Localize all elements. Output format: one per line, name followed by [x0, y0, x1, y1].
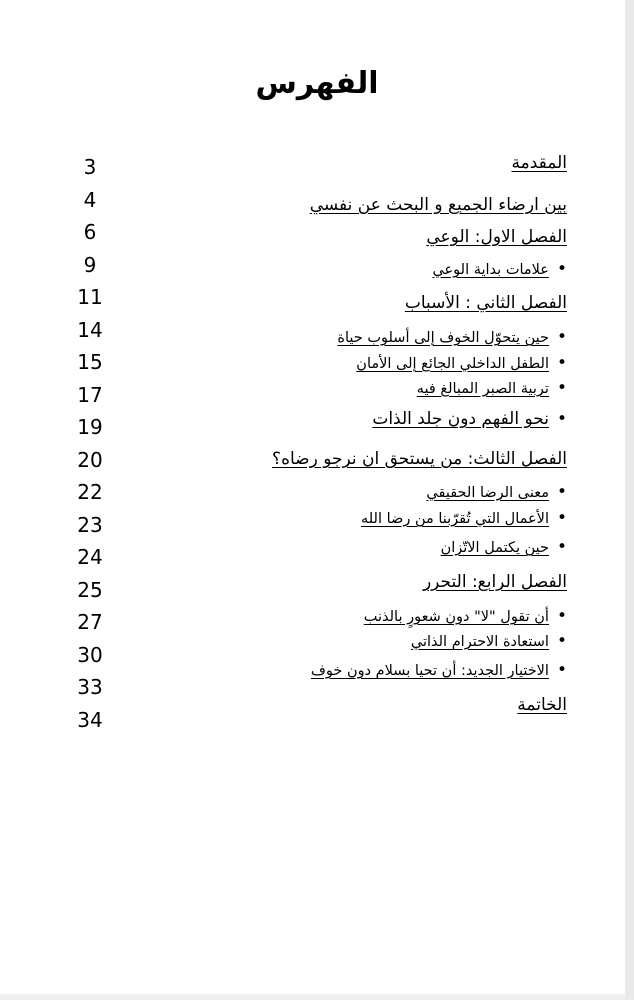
toc-entry-pleasing-everyone[interactable]: بين ارضاء الجميع و البحث عن نفسي [309, 195, 567, 215]
toc-entry-true-satisfaction[interactable]: • معنى الرضا الحقيقي [426, 482, 567, 502]
toc-page-number: 20 [77, 448, 103, 472]
toc-page-number: 9 [83, 253, 97, 277]
toc-entry-self-respect[interactable]: • استعادة الاحترام الذاتي [411, 631, 567, 651]
toc-page-number: 22 [77, 480, 103, 504]
toc-entry-say-no[interactable]: • أن تقول "لا" دون شعورٍ بالذنب [364, 606, 567, 626]
toc-page-number: 33 [77, 675, 103, 699]
toc-page-number: 24 [77, 545, 103, 569]
toc-page-number: 4 [83, 188, 97, 212]
page-edge [625, 0, 634, 1000]
toc-entry-awareness-signs[interactable]: • علامات بداية الوعي [432, 259, 567, 279]
toc-entry-conclusion[interactable]: الخاتمة [517, 695, 567, 715]
toc-page-number: 17 [77, 383, 103, 407]
toc-page-number: 34 [77, 708, 103, 732]
toc-entry-introduction[interactable]: المقدمة [511, 153, 567, 173]
toc-page-number: 30 [77, 643, 103, 667]
toc-entry-chapter-1[interactable]: الفصل الاول: الوعي [426, 227, 567, 247]
toc-page-number: 3 [83, 155, 97, 179]
toc-page-number: 15 [77, 350, 103, 374]
toc-entry-chapter-4[interactable]: الفصل الرابع: التحرر [422, 572, 567, 592]
toc-entry-chapter-3[interactable]: الفصل الثالث: من يستحق ان نرجو رضاه؟ [272, 449, 567, 469]
toc-page-number: 11 [77, 285, 103, 309]
toc-entry-deeds[interactable]: • الأعمال التي تُقرّبنا من رضا الله [361, 508, 567, 528]
toc-entry-patience[interactable]: • تربية الصبر المبالغ فيه [417, 378, 567, 398]
toc-entry-new-choice[interactable]: • الاختيار الجديد: أن تحيا بسلام دون خوف [311, 660, 567, 680]
toc-page-number: 25 [77, 578, 103, 602]
toc-page-number: 23 [77, 513, 103, 537]
toc-entry-chapter-2[interactable]: الفصل الثاني : الأسباب [404, 293, 567, 313]
toc-title: الفهرس [255, 66, 379, 101]
toc-page-number: 6 [83, 220, 97, 244]
toc-entry-fear-lifestyle[interactable]: • حين يتحوّل الخوف إلى أسلوب حياة [337, 327, 567, 347]
toc-entry-inner-child[interactable]: • الطفل الداخلي الجائع إلى الأمان [356, 353, 567, 373]
toc-entry-balance[interactable]: • حين يكتمل الاتّزان [441, 537, 567, 557]
toc-page-number: 14 [77, 318, 103, 342]
toc-entry-understanding[interactable]: • نحو الفهم دون جلد الذات [372, 409, 567, 429]
toc-page-number: 19 [77, 415, 103, 439]
toc-page-number: 27 [77, 610, 103, 634]
